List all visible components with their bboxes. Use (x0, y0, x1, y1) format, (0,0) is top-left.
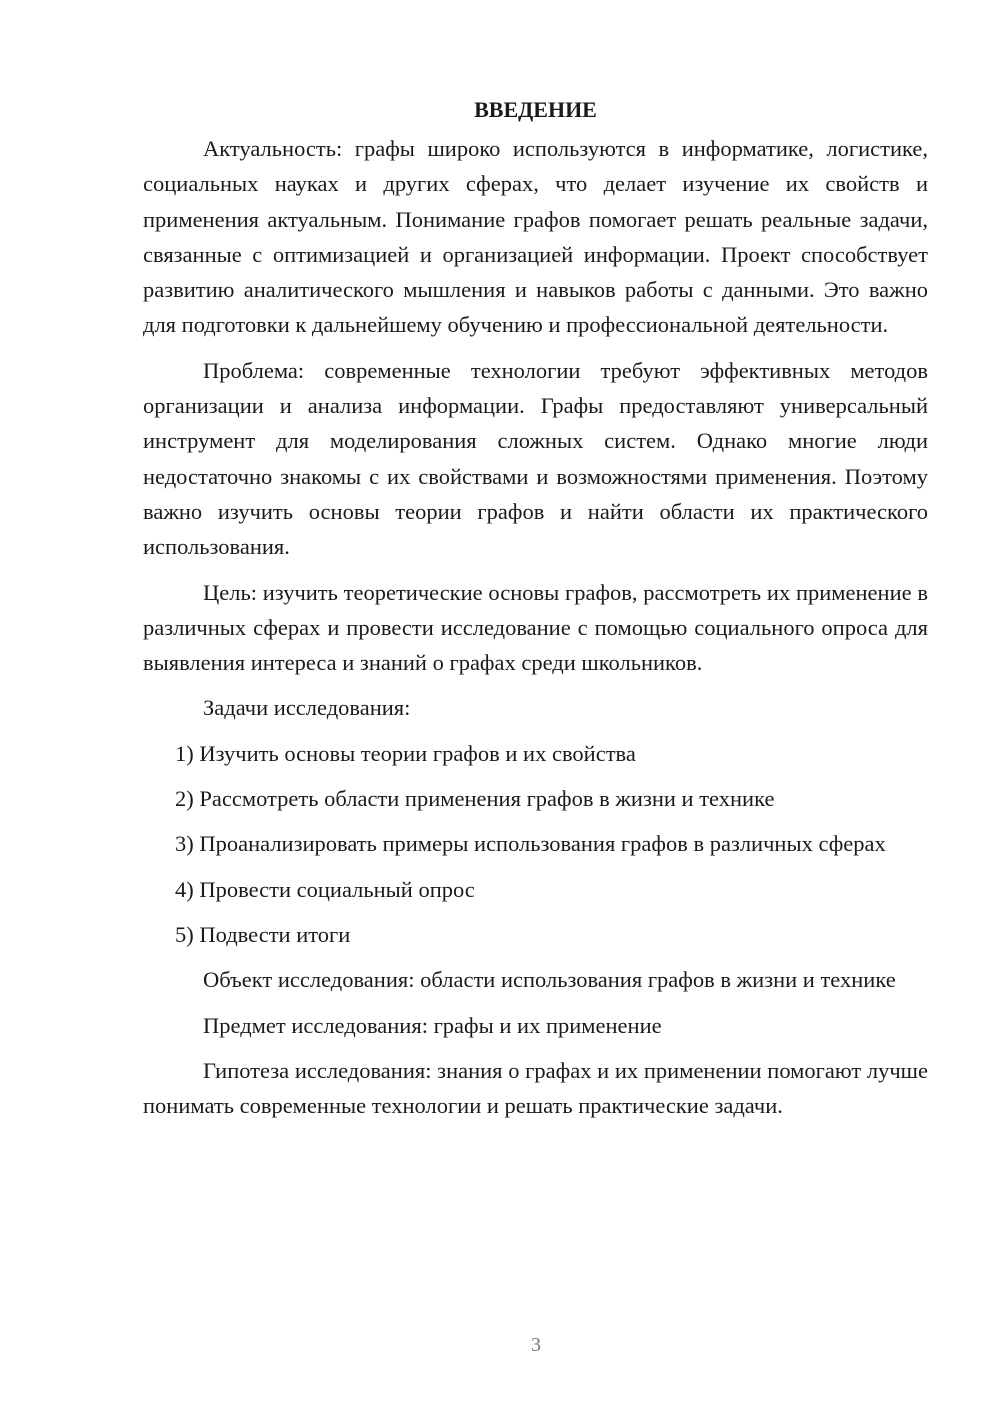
subject-paragraph: Предмет исследования: графы и их применение (203, 1012, 662, 1038)
task-item-2: 2) Рассмотреть области применения графов в жизни и технике (175, 786, 775, 812)
page-number: 3 (531, 1334, 541, 1356)
task-item-1: 1) Изучить основы теории графов и их свойства (175, 740, 636, 766)
task-item-4: 4) Провести социальный опрос (175, 876, 475, 902)
task-item-5: 5) Подвести итоги (175, 921, 351, 947)
object-paragraph: Объект исследования: области использования графов в жизни и технике (203, 967, 896, 993)
hypothesis-paragraph: Гипотеза исследования: знания о графах и их применении помогают лучше понимать современные технологии и решать практические задачи. (143, 1057, 928, 1119)
problem-paragraph: Проблема: современные технологии требуют эффективных методов организации и анализа информации. Графы предоставляют универсальный инструмент для моделирования сложных систем. Однако многие люди недостаточно знакомы с их свойствами и возможностями применения. Поэтому важно изучить основы теории графов и найти области их практического использования. (143, 357, 928, 560)
task-item-3: 3) Проанализировать примеры использования графов в различных сферах (175, 831, 886, 857)
section-title: ВВЕДЕНИЕ (474, 97, 597, 122)
tasks-heading: Задачи исследования: (203, 695, 411, 721)
document-page (143, 95, 928, 1133)
relevance-paragraph: Актуальность: графы широко используются в информатике, логистике, социальных науках и других сферах, что делает изучение их свойств и применения актуальным. Понимание графов помогает решать реальные задачи, связанные с оптимизацией и организацией информации. Проект способствует развитию аналитического мышления и навыков работы с данными. Это важно для подготовки к дальнейшему обучению и профессиональной деятельности. (143, 136, 928, 338)
goal-paragraph: Цель: изучить теоретические основы графов, рассмотреть их применение в различных сферах и провести исследование с помощью социального опроса для выявления интереса и знаний о графах среди школьников. (143, 579, 928, 676)
